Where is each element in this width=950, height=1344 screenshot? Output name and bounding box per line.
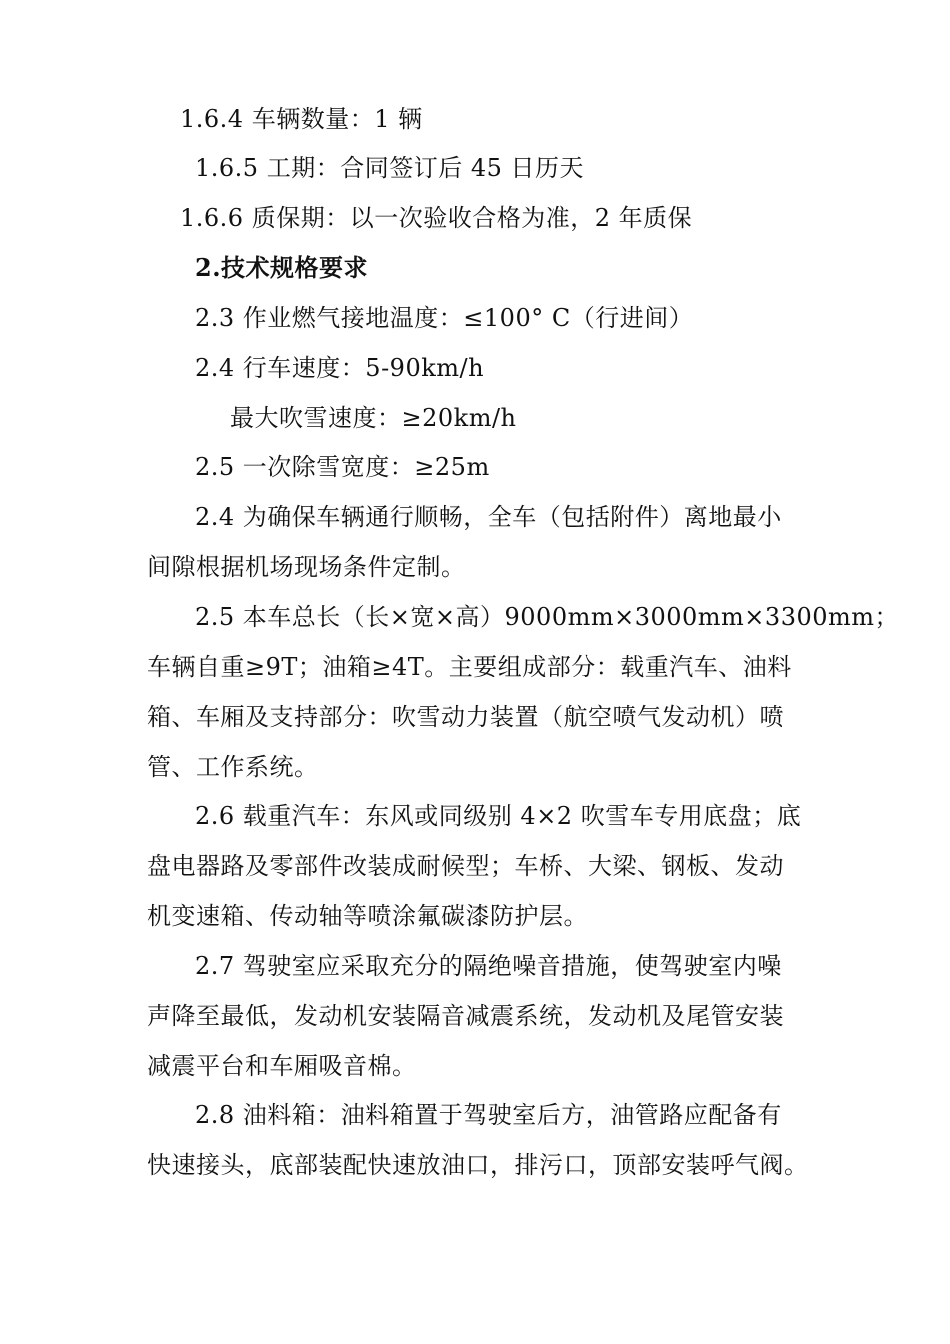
item-1-6-4-vehicle-quantity: 1.6.4 车辆数量：1 辆: [180, 105, 423, 133]
item-2-5-clearing-width: 2.5 一次除雪宽度：≥25m: [195, 453, 490, 481]
item-2-6-chassis-cont-1: 盘电器路及零部件改装成耐候型；车桥、大梁、钢板、发动: [147, 852, 784, 880]
item-2-5-dimensions: 2.5 本车总长（长×宽×高）9000mm×3000mm×3300mm；: [195, 603, 900, 631]
item-2-7-cab-noise: 2.7 驾驶室应采取充分的隔绝噪音措施，使驾驶室内噪: [195, 952, 782, 980]
item-2-3-exhaust-temperature: 2.3 作业燃气接地温度：≤100° C（行进间）: [195, 304, 694, 332]
item-2-5-dimensions-cont-2: 箱、车厢及支持部分：吹雪动力装置（航空喷气发动机）喷: [147, 703, 784, 731]
item-2-4-ground-clearance: 2.4 为确保车辆通行顺畅，全车（包括附件）离地最小: [195, 503, 782, 531]
item-2-5-dimensions-cont-1: 车辆自重≥9T；油箱≥4T。主要组成部分：载重汽车、油料: [147, 653, 792, 681]
item-2-8-fuel-tank: 2.8 油料箱：油料箱置于驾驶室后方，油管路应配备有: [195, 1101, 782, 1129]
item-1-6-6-warranty: 1.6.6 质保期：以一次验收合格为准，2 年质保: [180, 204, 693, 232]
item-2-8-fuel-tank-cont: 快速接头，底部装配快速放油口，排污口，顶部安装呼气阀。: [147, 1151, 809, 1179]
item-2-4-driving-speed: 2.4 行车速度：5-90km/h: [195, 354, 485, 382]
item-max-blowing-speed: 最大吹雪速度：≥20km/h: [230, 404, 517, 432]
item-2-5-dimensions-cont-3: 管、工作系统。: [147, 753, 319, 781]
item-2-6-chassis: 2.6 载重汽车：东风或同级别 4×2 吹雪车专用底盘；底: [195, 802, 802, 830]
item-2-6-chassis-cont-2: 机变速箱、传动轴等喷涂氟碳漆防护层。: [147, 902, 588, 930]
item-2-7-cab-noise-cont-2: 减震平台和车厢吸音棉。: [147, 1052, 417, 1080]
item-2-7-cab-noise-cont-1: 声降至最低，发动机安装隔音减震系统，发动机及尾管安装: [147, 1002, 784, 1030]
item-1-6-5-schedule: 1.6.5 工期：合同签订后 45 日历天: [195, 154, 584, 182]
item-2-4-ground-clearance-cont: 间隙根据机场现场条件定制。: [147, 553, 466, 581]
section-heading-technical-specs: 2.技术规格要求: [195, 253, 369, 282]
